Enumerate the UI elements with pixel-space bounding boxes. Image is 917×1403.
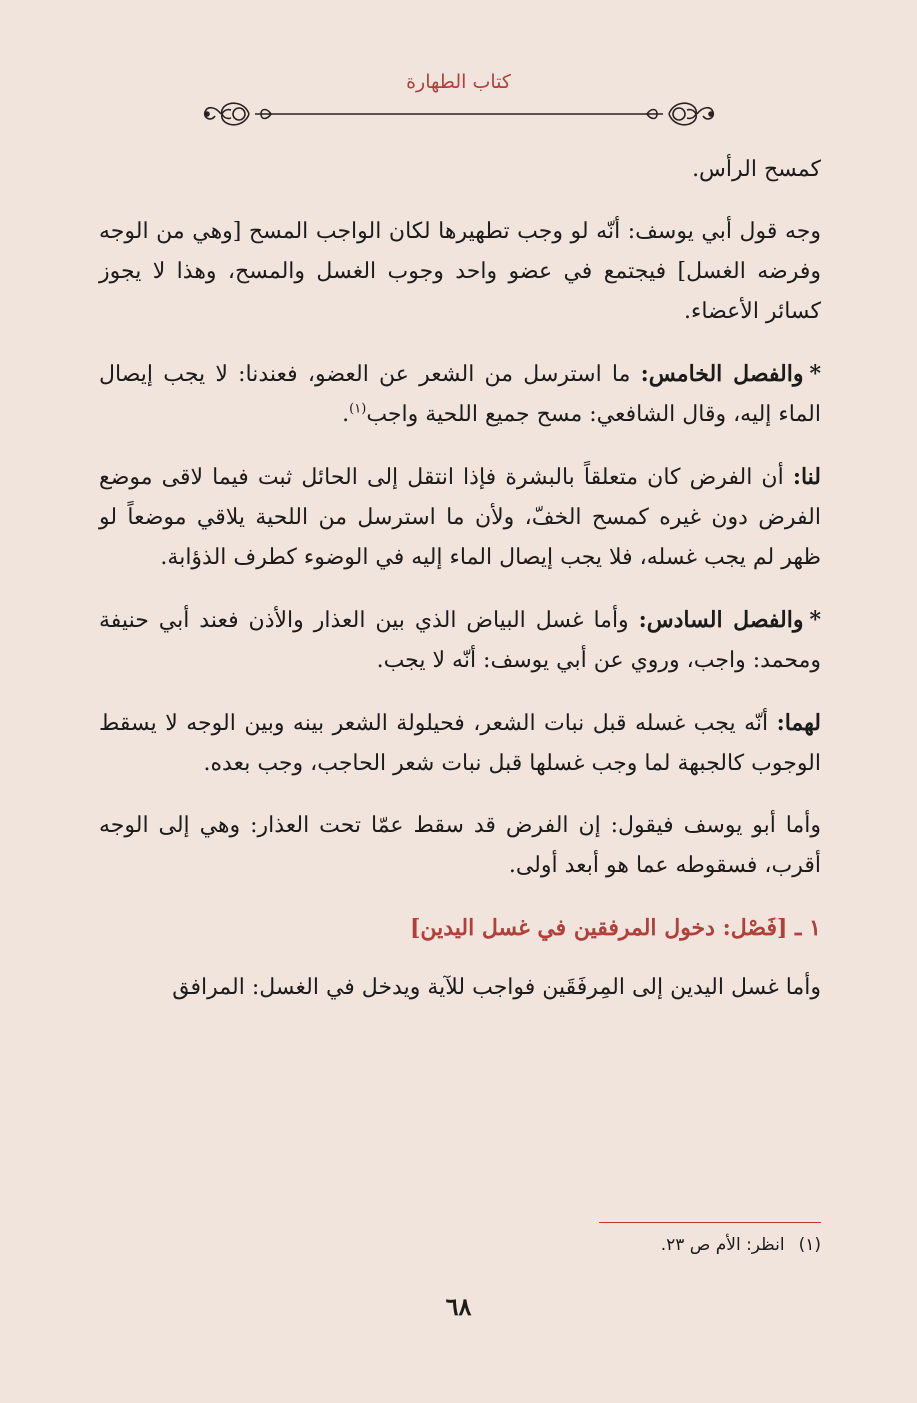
paragraph-6-text: أنّه يجب غسله قبل نبات الشعر، فحيلولة الشعر بينه وبين الوجه لا يسقط الوجوب كالجبهة لما وجب غسلها قبل نبات شعر الحاجب، وجب بعده. xyxy=(99,711,821,776)
section-heading: ١ ـ [فَصْل: دخول المرفقين في غسل اليدين] xyxy=(409,915,821,941)
paragraph-3-text: ما استرسل من الشعر عن العضو، فعندنا: لا يجب إيصال الماء إليه، وقال الشافعي: مسح جميع اللحية واجب xyxy=(99,362,821,427)
running-header xyxy=(0,70,917,132)
ornament-divider-icon xyxy=(199,96,719,132)
star-marker: * xyxy=(809,607,821,633)
lead-lana: لنا: xyxy=(792,464,821,490)
page-number: ٦٨ xyxy=(445,1292,472,1321)
footnote-reference: (١) xyxy=(349,401,367,417)
paragraph-6 xyxy=(99,703,821,784)
paragraph-3-end: . xyxy=(342,402,350,427)
paragraph-3 xyxy=(99,354,821,435)
lead-lahuma: لهما: xyxy=(776,710,821,736)
paragraph-1: كمسح الرأس. xyxy=(692,157,821,182)
footnote-number: (١) xyxy=(798,1235,821,1255)
paragraph-8: وأما غسل اليدين إلى المِرفَقَين فواجب للآية ويدخل في الغسل: المرافق xyxy=(172,975,821,1000)
footnote-text: انظر: الأم ص ٢٣. xyxy=(660,1235,785,1255)
section-lead-fifth: والفصل الخامس: xyxy=(640,361,804,387)
footnote-divider xyxy=(599,1222,821,1223)
chapter-title: كتاب الطهارة xyxy=(406,71,511,93)
paragraph-5 xyxy=(99,600,821,681)
paragraph-5-text: وأما غسل البياض الذي بين العذار والأذن فعند أبي حنيفة ومحمد: واجب، وروي عن أبي يوسف: أنّه لا يجب. xyxy=(99,608,821,673)
section-lead-sixth: والفصل السادس: xyxy=(638,607,804,633)
footnote xyxy=(99,1232,821,1258)
paragraph-7: وأما أبو يوسف فيقول: إن الفرض قد سقط عمّا تحت العذار: وهي إلى الوجه أقرب، فسقوطه عما هو أبعد أولى. xyxy=(99,813,821,878)
paragraph-4 xyxy=(99,457,821,578)
paragraph-2: وجه قول أبي يوسف: أنّه لو وجب تطهيرها لكان الواجب المسح [وهي من الوجه وفرضه الغسل] فيجتمع في عضو واحد وجوب الغسل والمسح، وهذا لا يجوز كسائر الأعضاء. xyxy=(99,219,821,324)
main-text xyxy=(99,150,821,1030)
paragraph-4-text: أن الفرض كان متعلقاً بالبشرة فإذا انتقل إلى الحائل ثبت فيما لاقى موضع الفرض دون غيره كمسح الخفّ، ولأن ما استرسل من اللحية يلاقي موضعاً لو ظهر لم يجب غسله، فلا يجب إيصال الماء إليه في الوضوء كطرف الذؤابة. xyxy=(99,465,821,570)
star-marker: * xyxy=(809,361,821,387)
